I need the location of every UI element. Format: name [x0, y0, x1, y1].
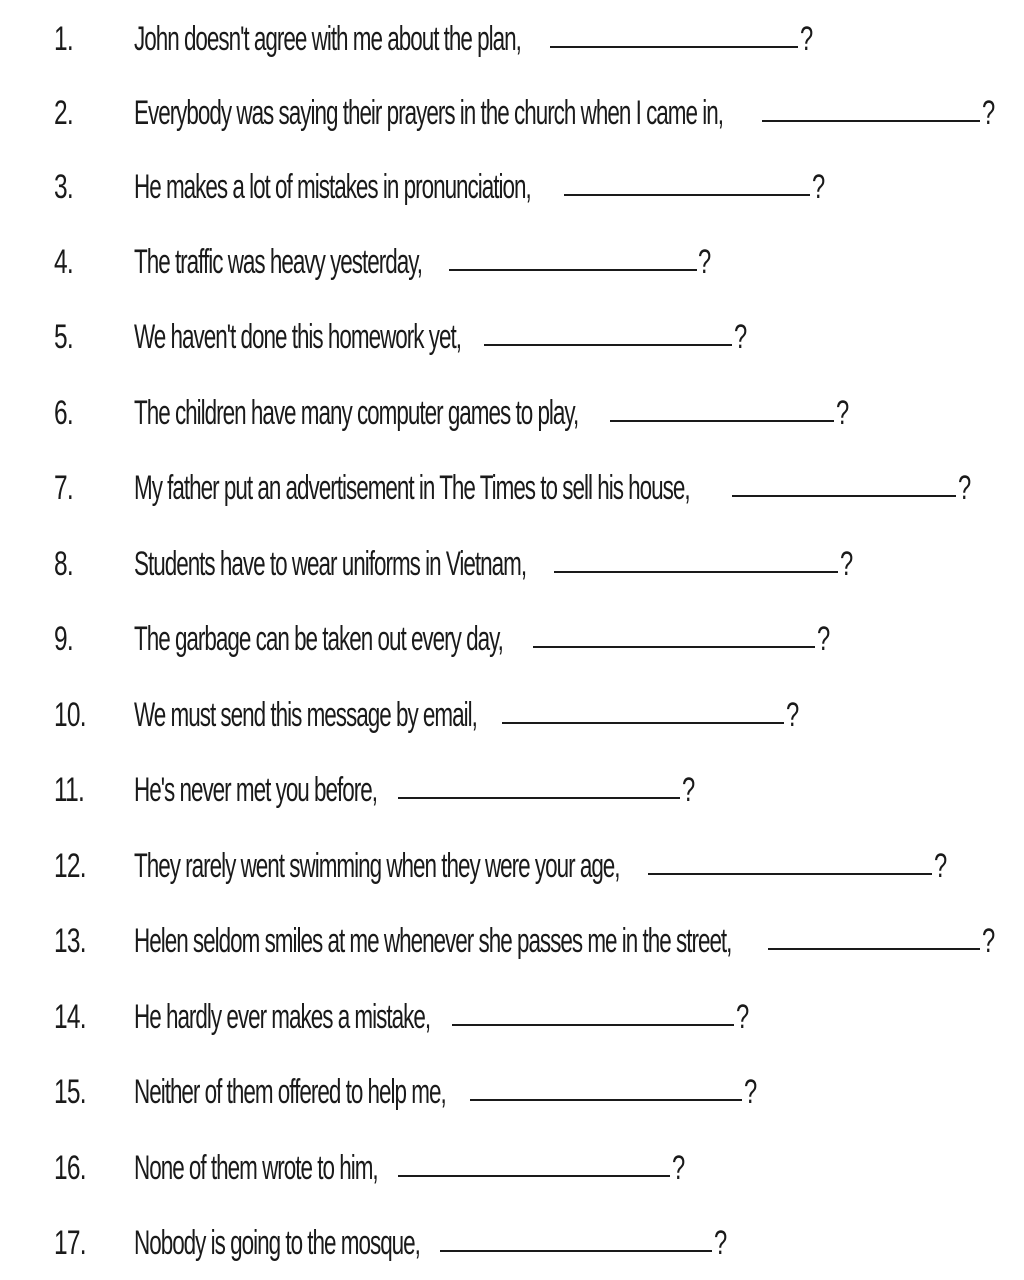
question-number: 8.	[54, 545, 73, 583]
answer-blank[interactable]	[564, 194, 810, 196]
question-mark: ?	[672, 1149, 686, 1187]
question-text: They rarely went swimming when they were your age,	[134, 847, 620, 885]
question-text: The children have many computer games to play,	[134, 394, 579, 432]
question-mark: ?	[800, 20, 814, 58]
question-text: The traffic was heavy yesterday,	[134, 243, 423, 281]
question-mark: ?	[786, 696, 800, 734]
question-row	[0, 300, 1024, 374]
question-row	[0, 527, 1024, 601]
question-row	[0, 2, 1024, 76]
question-number: 15.	[54, 1073, 86, 1111]
question-mark: ?	[734, 318, 748, 356]
question-row	[0, 980, 1024, 1054]
answer-blank[interactable]	[554, 571, 838, 573]
question-mark: ?	[836, 394, 850, 432]
question-mark: ?	[982, 922, 996, 960]
answer-blank[interactable]	[648, 873, 932, 875]
question-number: 13.	[54, 922, 86, 960]
answer-blank[interactable]	[449, 269, 697, 271]
question-row	[0, 1131, 1024, 1205]
question-text: He makes a lot of mistakes in pronunciation,	[134, 168, 531, 206]
question-row	[0, 904, 1024, 978]
question-mark: ?	[714, 1224, 728, 1262]
question-mark: ?	[982, 94, 996, 132]
question-text: Neither of them offered to help me,	[134, 1073, 446, 1111]
answer-blank[interactable]	[610, 420, 834, 422]
question-row	[0, 753, 1024, 827]
question-text: Everybody was saying their prayers in the church when I came in,	[134, 94, 723, 132]
question-text: He's never met you before,	[134, 771, 377, 809]
question-text: John doesn't agree with me about the plan,	[134, 20, 521, 58]
question-number: 11.	[54, 771, 85, 809]
answer-blank[interactable]	[732, 495, 956, 497]
question-number: 7.	[54, 469, 73, 507]
question-text: Nobody is going to the mosque,	[134, 1224, 420, 1262]
question-mark: ?	[934, 847, 948, 885]
answer-blank[interactable]	[533, 646, 815, 648]
answer-blank[interactable]	[398, 1175, 670, 1177]
question-row	[0, 225, 1024, 299]
question-mark: ?	[840, 545, 854, 583]
question-text: Students have to wear uniforms in Vietnam,	[134, 545, 527, 583]
question-number: 14.	[54, 998, 86, 1036]
answer-blank[interactable]	[470, 1099, 742, 1101]
question-mark: ?	[682, 771, 696, 809]
answer-blank[interactable]	[502, 722, 784, 724]
question-number: 3.	[54, 168, 73, 206]
question-text: The garbage can be taken out every day,	[134, 620, 503, 658]
question-row	[0, 602, 1024, 676]
question-row	[0, 376, 1024, 450]
question-number: 6.	[54, 394, 73, 432]
answer-blank[interactable]	[550, 46, 798, 48]
question-number: 16.	[54, 1149, 86, 1187]
answer-blank[interactable]	[762, 120, 980, 122]
question-row	[0, 76, 1024, 150]
question-row	[0, 150, 1024, 224]
question-text: None of them wrote to him,	[134, 1149, 378, 1187]
question-number: 17.	[54, 1224, 86, 1262]
question-mark: ?	[744, 1073, 758, 1111]
question-number: 9.	[54, 620, 73, 658]
question-text: My father put an advertisement in The Times to sell his house,	[134, 469, 690, 507]
question-mark: ?	[817, 620, 831, 658]
question-mark: ?	[736, 998, 750, 1036]
question-mark: ?	[812, 168, 826, 206]
question-mark: ?	[698, 243, 712, 281]
question-row	[0, 1206, 1024, 1280]
question-row	[0, 1055, 1024, 1129]
question-text: Helen seldom smiles at me whenever she passes me in the street,	[134, 922, 732, 960]
answer-blank[interactable]	[484, 344, 732, 346]
question-text: We must send this message by email,	[134, 696, 477, 734]
answer-blank[interactable]	[768, 948, 980, 950]
question-row	[0, 678, 1024, 752]
question-text: We haven't done this homework yet,	[134, 318, 461, 356]
question-number: 2.	[54, 94, 73, 132]
question-row	[0, 829, 1024, 903]
question-number: 12.	[54, 847, 86, 885]
question-number: 1.	[54, 20, 73, 58]
question-number: 10.	[54, 696, 86, 734]
question-mark: ?	[958, 469, 972, 507]
question-number: 5.	[54, 318, 73, 356]
question-number: 4.	[54, 243, 73, 281]
question-text: He hardly ever makes a mistake,	[134, 998, 431, 1036]
answer-blank[interactable]	[398, 797, 680, 799]
answer-blank[interactable]	[440, 1250, 712, 1252]
question-row	[0, 451, 1024, 525]
answer-blank[interactable]	[452, 1024, 734, 1026]
